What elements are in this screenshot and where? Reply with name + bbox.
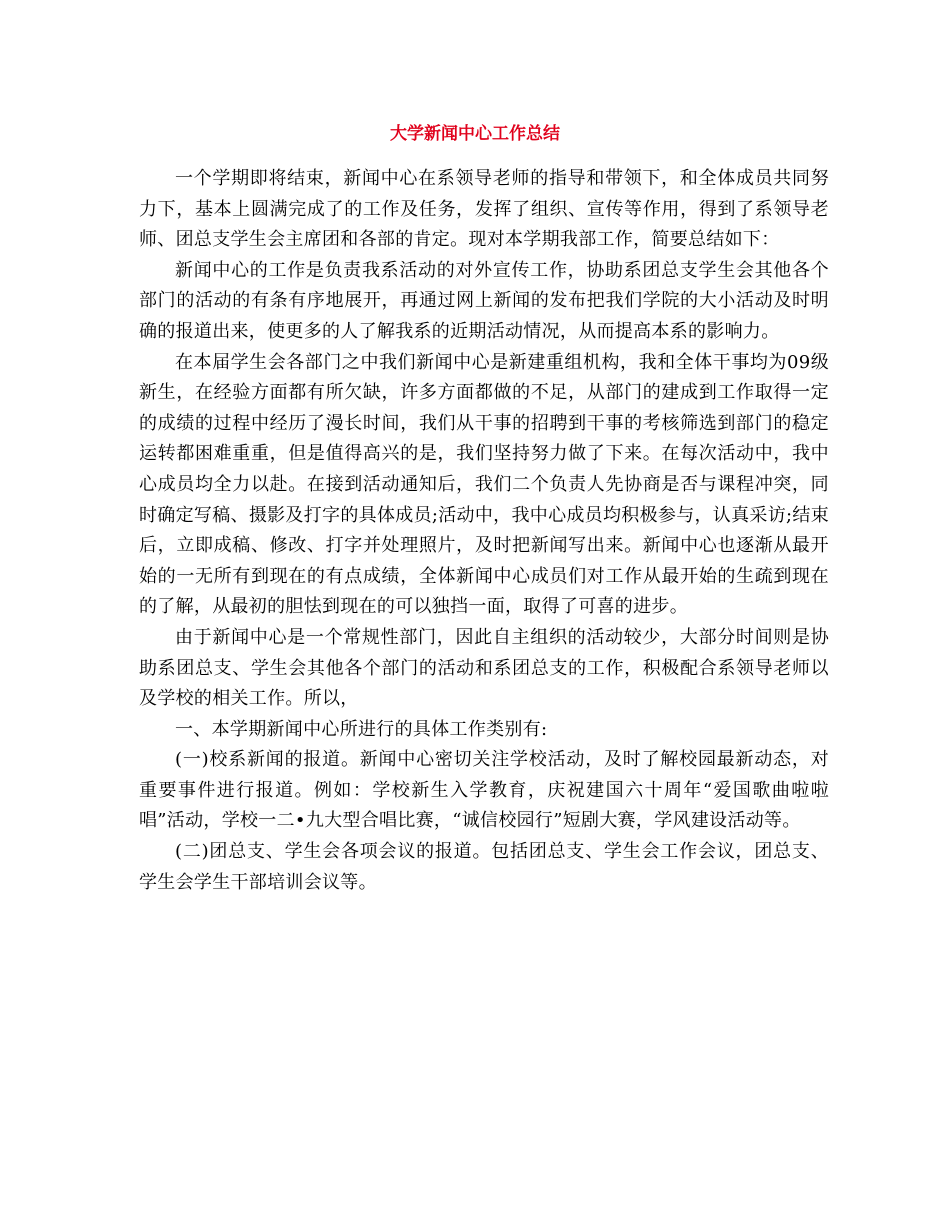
paragraph-item-2: (二)团总支、学生会各项会议的报道。包括团总支、学生会工作会议，团总支、学生会学生干部培训会议等。 xyxy=(139,841,829,893)
paragraph-history: 在本届学生会各部门之中我们新闻中心是新建重组机构，我和全体干事均为09级新生，在经验方面都有所欠缺，许多方面都做的不足，从部门的建成到工作取得一定的成绩的过程中经历了漫长时间，我们从干事的招聘到干事的考核筛选到部门的稳定运转都困难重重，但是值得高兴的是，我们坚持努力做了下来。在每次活动中，我中心成员均全力以赴。在接到活动通知后，我们二个负责人先协商是否与课程冲突，同时确定写稿、摄影及打字的具体成员;活动中，我中心成员均积极参与，认真采访;结束后，立即成稿、修改、打字并处理照片，及时把新闻写出来。新闻中心也逐渐从最开始的一无所有到现在的有点成绩，全体新闻中心成员们对工作从最开始的生疏到现在的了解，从最初的胆怯到现在的可以独挡一面，取得了可喜的进步。 xyxy=(139,351,829,618)
paragraph-item-1: (一)校系新闻的报道。新闻中心密切关注学校活动，及时了解校园最新动态，对重要事件进行报道。例如：学校新生入学教育，庆祝建国六十周年“爱国歌曲啦啦唱”活动，学校一二•九大型合唱比赛，“诚信校园行”短剧大赛，学风建设活动等。 xyxy=(139,749,829,832)
document-title: 大学新闻中心工作总结 xyxy=(390,124,560,144)
paragraph-intro: 一个学期即将结束，新闻中心在系领导老师的指导和带领下，和全体成员共同努力下，基本上圆满完成了的工作及任务，发挥了组织、宣传等作用，得到了系领导老师、团总支学生会主席团和各部的肯定。现对本学期我部工作，简要总结如下： xyxy=(139,168,829,251)
paragraph-role: 由于新闻中心是一个常规性部门，因此自主组织的活动较少，大部分时间则是协助系团总支、学生会其他各个部门的活动和系团总支的工作，积极配合系领导老师以及学校的相关工作。所以， xyxy=(139,626,829,710)
paragraph-responsibilities: 新闻中心的工作是负责我系活动的对外宣传工作，协助系团总支学生会其他各个部门的活动的有条有序地展开，再通过网上新闻的发布把我们学院的大小活动及时明确的报道出来，使更多的人了解我系的近期活动情况，从而提高本系的影响力。 xyxy=(139,259,829,342)
document-body xyxy=(139,164,829,898)
paragraph-section-heading: 一、本学期新闻中心所进行的具体工作类别有: xyxy=(175,718,548,740)
